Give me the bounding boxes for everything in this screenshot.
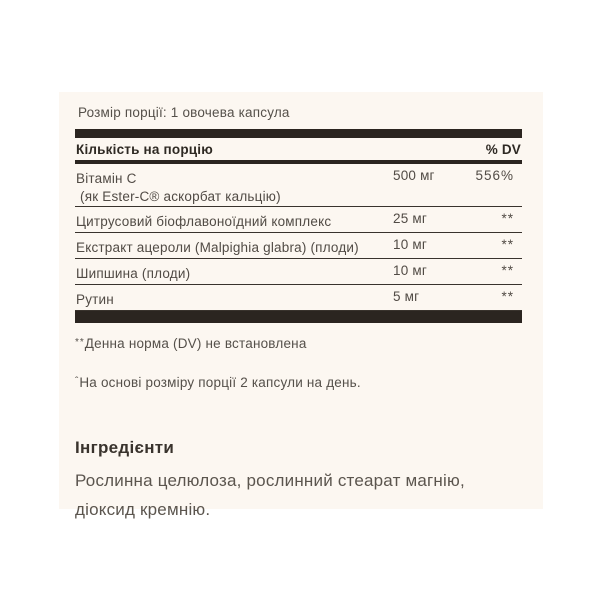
row-dv: ** (501, 211, 514, 226)
row-name (75, 170, 393, 206)
table-row (75, 207, 522, 233)
table-header-row (75, 138, 522, 160)
ingredients-heading: Інгредієнти (75, 438, 175, 457)
serving-size-text: Розмір порції: 1 овочева капсула (78, 105, 290, 120)
row-dv: 556% (475, 168, 514, 183)
row-name: Цитрусовий біофлавоноїдний комплекс (76, 214, 332, 229)
row-dv: ** (501, 237, 514, 252)
table-bottom-bar (75, 311, 522, 323)
table-row (75, 233, 522, 259)
footnote-text: На основі розміру порції 2 капсули на день. (79, 375, 361, 390)
row-name: Рутин (76, 292, 114, 307)
amount-per-serving-header: Кількість на порцію (76, 141, 213, 157)
ingredients-text (75, 466, 522, 524)
footnote-text: Денна норма (DV) не встановлена (84, 336, 307, 351)
row-dv: ** (501, 289, 514, 304)
supplement-facts-table (75, 129, 522, 323)
table-top-bar (75, 129, 522, 138)
table-row (75, 285, 522, 311)
nutrient-detail: (як Ester-C® аскорбат кальцію) (80, 189, 281, 204)
row-amount: 10 мг (393, 263, 427, 278)
row-dv: ** (501, 263, 514, 278)
ingredients-line: діоксид кремнію. (75, 500, 211, 519)
table-row (75, 164, 522, 207)
row-name: Екстракт ацероли (Malpighia glabra) (плоди) (76, 240, 359, 255)
footnote-marker: ** (75, 337, 85, 348)
row-amount: 5 мг (393, 289, 420, 304)
dv-header: % DV (485, 141, 521, 157)
row-amount: 10 мг (393, 237, 427, 252)
footnote-daily-value (75, 334, 522, 353)
row-amount: 25 мг (393, 211, 427, 226)
row-name: Шипшина (плоди) (76, 266, 191, 281)
supplement-facts-card (59, 92, 543, 519)
footnote-serving-basis (75, 373, 522, 392)
row-amount: 500 мг (393, 168, 435, 183)
nutrient-name: Вітамін C (76, 171, 137, 186)
ingredients-line: Рослинна целюлоза, рослинний стеарат магнію, (75, 471, 465, 490)
footnote-marker: ˆ (75, 376, 80, 387)
table-row (75, 259, 522, 285)
